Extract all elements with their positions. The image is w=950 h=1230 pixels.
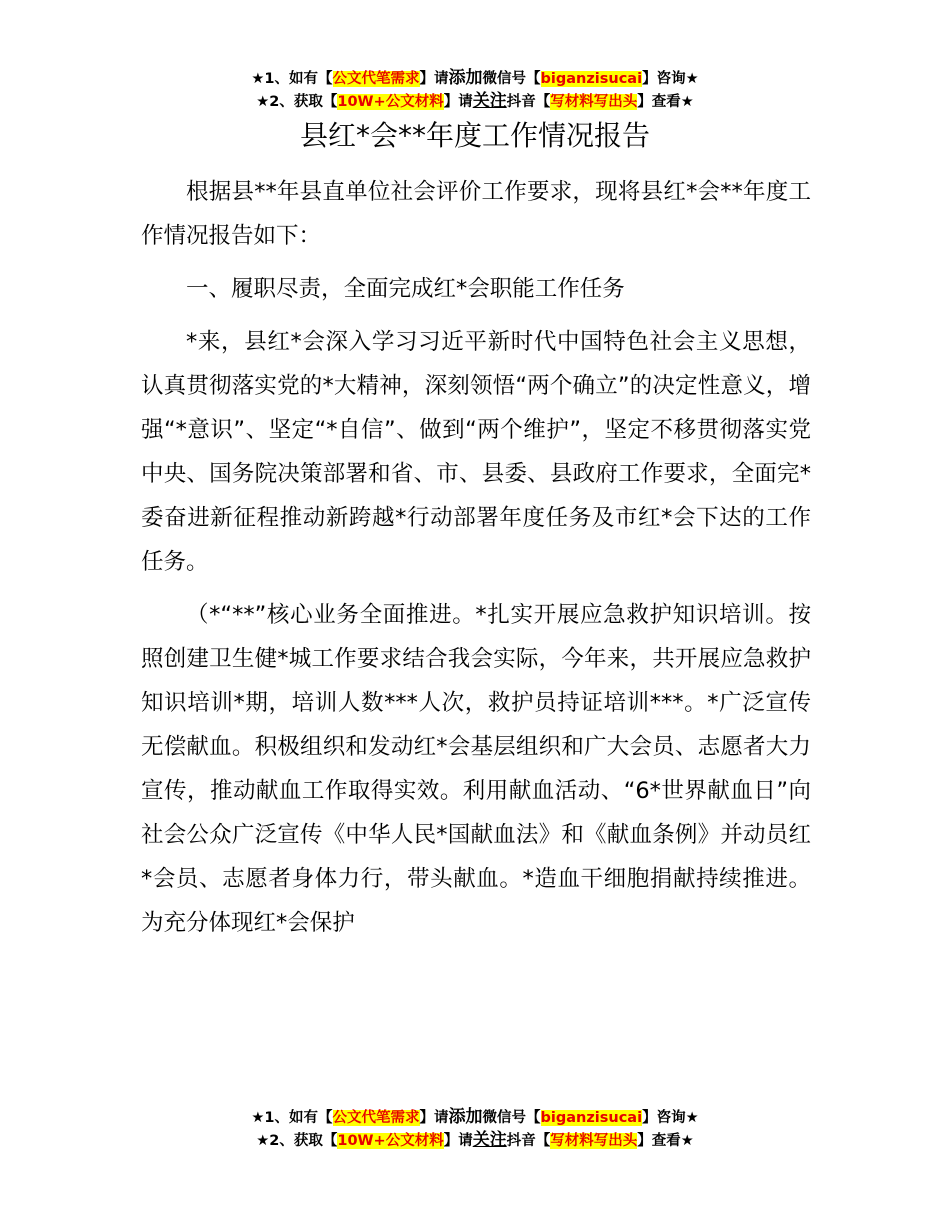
banner-line-2-suffix: 】查看★ — [637, 94, 694, 110]
footer-line-1-emphasis: 添加 — [448, 1107, 483, 1127]
footer-line-1-highlight-wechat: biganzisucai — [540, 1110, 643, 1126]
footer-line-1-prefix: ★1、如有【 — [251, 1110, 333, 1126]
document-body — [141, 170, 811, 954]
footer-line-2-highlight-materials: 10W+公文材料 — [337, 1133, 444, 1149]
footer-line-1-suffix: 】咨询★ — [642, 1110, 699, 1126]
body-paragraph-intro: 根据县**年县直单位社会评价工作要求，现将县红*会**年度工作情况报告如下： — [141, 179, 811, 249]
banner-line-2-highlight-materials: 10W+公文材料 — [337, 94, 444, 110]
banner-line-1-mid-2: 微信号【 — [482, 71, 541, 87]
footer-line-2-emphasis: 关注 — [472, 1130, 507, 1150]
banner-line-2-highlight-douyin: 写材料写出头 — [550, 94, 638, 110]
banner-line-2-mid-2: 抖音【 — [506, 94, 551, 110]
footer-line-1-mid: 】请 — [419, 1110, 449, 1126]
footer-line-1-highlight-service: 公文代笔需求 — [332, 1110, 420, 1126]
footer-banner-line-1 — [0, 1106, 950, 1129]
banner-line-2 — [0, 90, 950, 113]
footer-line-2-mid-2: 抖音【 — [506, 1133, 551, 1149]
banner-line-1-prefix: ★1、如有【 — [251, 71, 333, 87]
footer-line-1-mid-2: 微信号【 — [482, 1110, 541, 1126]
header-banner — [0, 67, 950, 113]
body-paragraph-section-heading: 一、履职尽责，全面完成红*会职能工作任务 — [186, 276, 625, 302]
banner-line-1 — [0, 67, 950, 90]
banner-line-1-highlight-wechat: biganzisucai — [540, 71, 643, 87]
banner-line-1-suffix: 】咨询★ — [642, 71, 699, 87]
banner-line-1-highlight-service: 公文代笔需求 — [332, 71, 420, 87]
banner-line-2-mid: 】请 — [443, 94, 473, 110]
body-paragraph-overview: *来，县红*会深入学习习近平新时代中国特色社会主义思想，认真贯彻落实党的*大精神，深刻领悟“两个确立”的决定性意义，增强“*意识”、坚定“*自信”、做到“两个维护”，坚定不移贯彻落实党中央、国务院决策部署和省、市、县委、县政府工作要求，全面完*委奋进新征程推动新跨越*行动部署年度任务及市红*会下达的工作任务。 — [141, 329, 811, 575]
banner-line-2-prefix: ★2、获取【 — [256, 94, 338, 110]
footer-banner-line-2 — [0, 1129, 950, 1152]
footer-line-2-mid: 】请 — [443, 1133, 473, 1149]
banner-line-1-mid: 】请 — [419, 71, 449, 87]
footer-line-2-highlight-douyin: 写材料写出头 — [550, 1133, 638, 1149]
document-title: 县红*会**年度工作情况报告 — [299, 119, 650, 152]
footer-line-2-suffix: 】查看★ — [637, 1133, 694, 1149]
banner-line-2-emphasis: 关注 — [472, 91, 507, 111]
body-paragraph-core-business: （*“**”核心业务全面推进。*扎实开展应急救护知识培训。按照创建卫生健*城工作要求结合我会实际，今年来，共开展应急救护知识培训*期，培训人数***人次，救护员持证培训***。*广泛宣传无偿献血。积极组织和发动红*会基层组织和广大会员、志愿者大力宣传，推动献血工作取得实效。利用献血活动、“6*世界献血日”向社会公众广泛宣传《中华人民*国献血法》和《献血条例》并动员红*会员、志愿者身体力行，带头献血。*造血干细胞捐献持续推进。为充分体现红*会保护 — [141, 602, 811, 936]
footer-banner — [0, 1106, 950, 1152]
banner-line-1-emphasis: 添加 — [448, 68, 483, 88]
footer-line-2-prefix: ★2、获取【 — [256, 1133, 338, 1149]
